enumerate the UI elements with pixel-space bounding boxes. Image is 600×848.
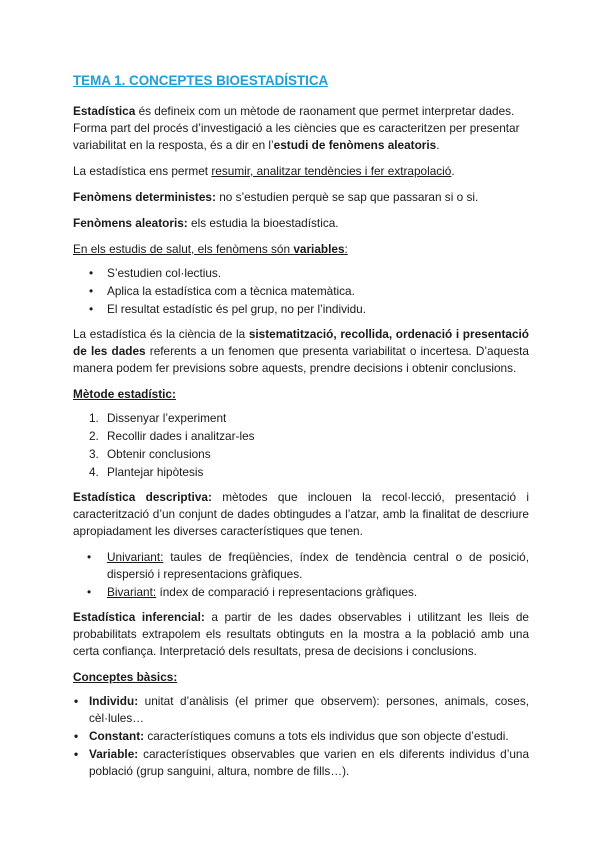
bivariant-term: Bivariant: (107, 585, 157, 599)
list-item (73, 693, 529, 727)
step-number: 1. (89, 411, 99, 425)
ciencia-b3: ordenació i presentació de les dades (73, 327, 529, 358)
individu-term: Individu: (89, 694, 139, 708)
constant-term: Constant: (89, 729, 145, 743)
step-text: Plantejar hipòtesis (107, 465, 204, 479)
ciencia-b2: recollida (340, 327, 389, 341)
salut-paragraph (73, 241, 529, 258)
step-number: 2. (89, 429, 99, 443)
salut-pre: En els estudis de salut, els fenòmens són (73, 242, 294, 256)
constant-text: característiques comuns a tots els individus que son objecte d’estudi. (144, 729, 509, 743)
descriptiva-paragraph (73, 489, 529, 540)
document-page (73, 62, 529, 788)
intro-bold: estudi de fenòmens aleatoris (273, 138, 437, 152)
intro-term: Estadística (73, 104, 136, 118)
step-number: 4. (89, 465, 99, 479)
list-item (73, 446, 529, 463)
list-item: • S’estudien col·lectius. (73, 265, 529, 282)
aleatoris-text: els estudia la bioestadística. (187, 216, 339, 230)
intro-end: . (436, 138, 440, 152)
basics-heading (73, 669, 529, 686)
metode-heading-text: Mètode estadístic: (73, 387, 176, 401)
metode-steps (73, 410, 529, 481)
intro-text: és defineix com un mètode de raonament que permet interpretar dades. Forma part del procés d’investigació a les ciències que es caracteritzen per presentar variabilitat en la resposta, és a dir en l’ (73, 104, 520, 152)
basics-heading-text: Conceptes bàsics: (73, 670, 178, 684)
salut-bold: variables (293, 242, 345, 256)
list-item (73, 410, 529, 427)
descriptiva-term: Estadística descriptiva: (73, 490, 212, 504)
basics-list (73, 693, 529, 780)
univariant-term: Univariant: (107, 550, 164, 564)
ciencia-s2: , (388, 327, 396, 341)
individu-text: unitat d’anàlisis (el primer que observem): persones, animals, coses, cèl·lules… (89, 694, 529, 725)
list-item (73, 428, 529, 445)
list-item (73, 746, 529, 780)
variable-term: Variable: (89, 747, 139, 761)
list-item (73, 464, 529, 481)
variable-text: característiques observables que varien en els diferents individus d’una població (grup sanguini, altura, nombre de fills…). (89, 747, 529, 778)
permet-paragraph (73, 163, 529, 180)
step-text: Obtenir conclusions (107, 447, 211, 461)
univariant-text: taules de freqüències, índex de tendència central o de posició, dispersió i representacions gràfiques. (107, 550, 529, 581)
list-item: • Aplica la estadística com a tècnica matemàtica. (73, 283, 529, 300)
list-item (73, 584, 529, 601)
descriptiva-list (73, 549, 529, 601)
variables-list (73, 265, 529, 318)
salut-end: : (344, 242, 348, 256)
step-text: Recollir dades i analitzar-les (107, 429, 255, 443)
permet-end: . (451, 164, 455, 178)
determinists-text: no s’estudien perquè se sap que passaran si o si. (215, 190, 479, 204)
inferencial-term: Estadística inferencial: (73, 610, 205, 624)
metode-heading (73, 386, 529, 403)
determinists-paragraph (73, 189, 529, 206)
inferencial-paragraph (73, 609, 529, 660)
intro-paragraph (73, 103, 529, 154)
ciencia-s1: , (333, 327, 341, 341)
permet-pre: La estadística ens permet (73, 164, 212, 178)
aleatoris-paragraph (73, 215, 529, 232)
list-item: • El resultat estadístic és pel grup, no per l’individu. (73, 301, 529, 318)
permet-underlined: resumir, analitzar tendències i fer extrapolació (211, 164, 452, 178)
ciencia-paragraph (73, 326, 529, 377)
ciencia-pre: La estadística és la ciència de la (73, 327, 249, 341)
step-text: Dissenyar l’experiment (107, 411, 227, 425)
list-item (73, 728, 529, 745)
list-item (73, 549, 529, 583)
inferencial-text: a partir de les dades observables i utilitzant les lleis de probabilitats extrapolem els resultats obtinguts en la mostra a la població amb una certa confiança. Interpretació dels resultats, presa de decisions i conclusions. (73, 610, 529, 658)
descriptiva-text: mètodes que inclouen la recol·lecció, presentació i caracterització d’un conjunt de dades obtingudes a l’atzar, amb la finalitat de descriure apropiadament les diverses característiques que tenen. (73, 490, 529, 538)
page-title: TEMA 1. CONCEPTES BIOESTADÍSTICA (73, 73, 329, 88)
aleatoris-term: Fenòmens aleatoris: (73, 216, 188, 230)
ciencia-b1: sistematització (248, 327, 334, 341)
bivariant-text: índex de comparació i representacions gràfiques. (156, 585, 418, 599)
determinists-term: Fenòmens deterministes: (73, 190, 216, 204)
ciencia-post: referents a un fenomen que presenta variabilitat o incertesa. D’aquesta manera podem fer previsions sobre aquests, prendre decisions i obtenir conclusions. (73, 344, 529, 375)
step-number: 3. (89, 447, 99, 461)
